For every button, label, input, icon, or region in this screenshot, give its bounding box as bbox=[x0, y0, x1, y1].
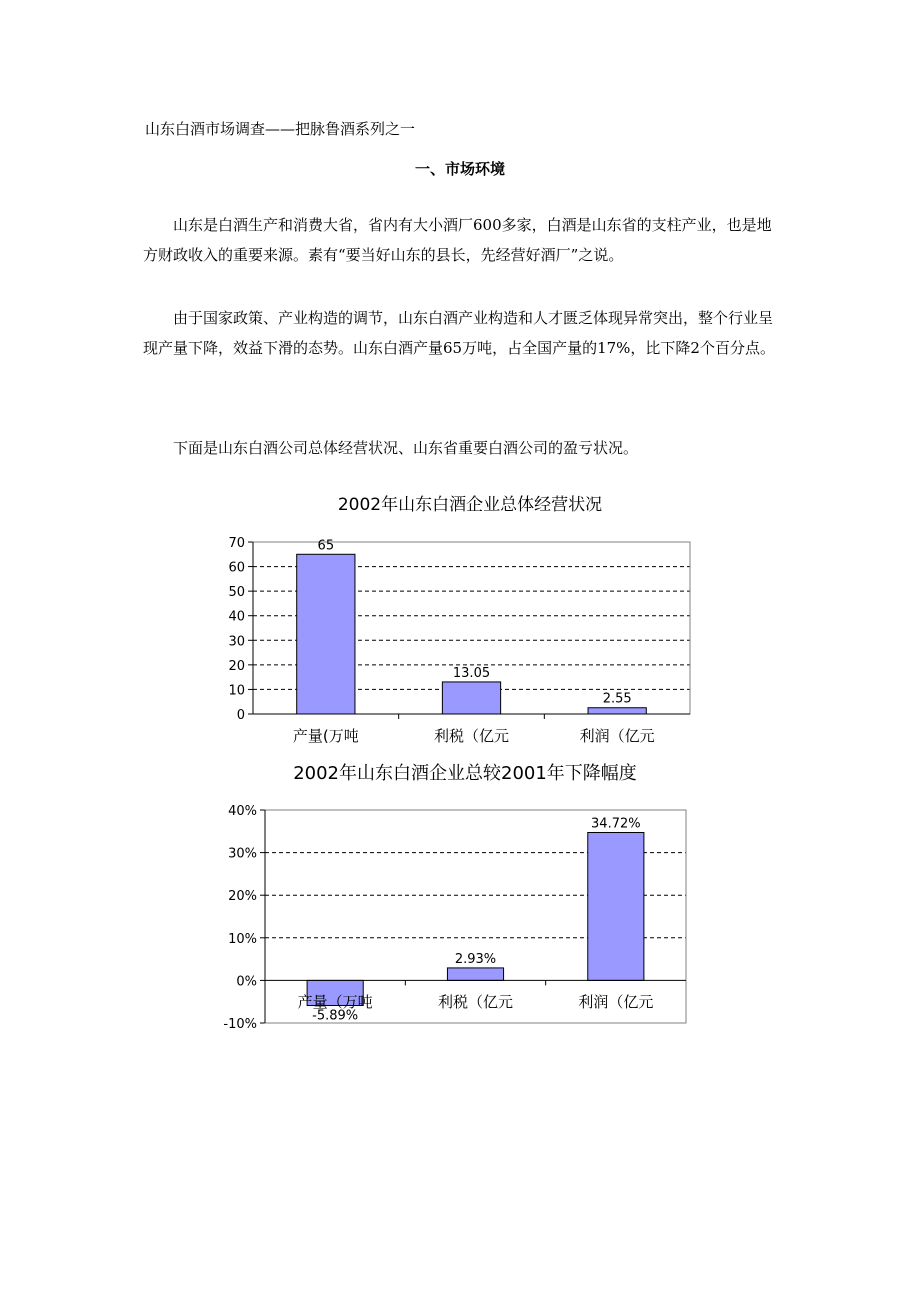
y-tick-label: 40% bbox=[228, 804, 257, 819]
bar bbox=[588, 832, 644, 980]
y-tick-label: 30 bbox=[228, 634, 245, 650]
y-tick-label: 60 bbox=[228, 560, 245, 576]
category-label: 利润（亿元 bbox=[578, 993, 654, 1011]
y-tick-label: 20% bbox=[228, 889, 257, 905]
category-label: 产量（万吨 bbox=[297, 993, 373, 1011]
y-tick-label: 0 bbox=[236, 708, 245, 723]
y-tick-label: 20 bbox=[228, 658, 245, 674]
y-tick-label: 10% bbox=[228, 931, 257, 947]
bar bbox=[447, 968, 503, 980]
category-label: 利润（亿元 bbox=[579, 727, 655, 745]
paragraph-2: 由于国家政策、产业构造的调节，山东白酒产业构造和人才匮乏体现异常突出，整个行业呈现产量下降，效益下滑的态势。山东白酒产量65万吨，占全国产量的17%，比下降2个百分点。 bbox=[143, 309, 775, 357]
bar bbox=[588, 708, 646, 714]
y-tick-label: 50 bbox=[228, 585, 245, 601]
data-label: 2.55 bbox=[602, 691, 632, 707]
data-label: 65 bbox=[317, 538, 335, 554]
y-tick-label: 70 bbox=[228, 536, 245, 551]
bar bbox=[442, 682, 500, 714]
y-tick-label: 40 bbox=[228, 609, 245, 625]
category-label: 产量(万吨 bbox=[292, 727, 359, 745]
bar bbox=[297, 554, 355, 714]
category-label: 利税（亿元 bbox=[433, 727, 510, 745]
paragraph-1: 山东是白酒生产和消费大省，省内有大小酒厂600多家，白酒是山东省的支柱产业，也是地方财政收入的重要来源。素有“要当好山东的县长，先经营好酒厂”之说。 bbox=[143, 216, 772, 264]
chart-title: 2002年山东白酒企业总较2001年下降幅度 bbox=[293, 763, 637, 784]
y-tick-label: 10 bbox=[228, 683, 245, 699]
chart-decline-rate bbox=[0, 758, 920, 1038]
data-label: -5.89% bbox=[312, 1008, 359, 1024]
chart-title: 2002年山东白酒企业总体经营状况 bbox=[337, 495, 603, 515]
document-title: 山东白酒市场调查——把脉鲁酒系列之一 bbox=[145, 120, 416, 138]
paragraph-3: 下面是山东白酒公司总体经营状况、山东省重要白酒公司的盈亏状况。 bbox=[173, 439, 639, 457]
y-tick-label: 0% bbox=[236, 974, 257, 990]
data-label: 34.72% bbox=[591, 816, 641, 832]
data-label: 13.05 bbox=[452, 665, 491, 681]
section-heading: 一、市场环境 bbox=[414, 160, 505, 178]
data-label: 2.93% bbox=[454, 951, 497, 967]
category-label: 利税（亿元 bbox=[437, 993, 514, 1011]
chart-operating-status bbox=[0, 486, 920, 754]
y-tick-label: 30% bbox=[228, 846, 257, 862]
y-tick-label: -10% bbox=[223, 1017, 257, 1032]
